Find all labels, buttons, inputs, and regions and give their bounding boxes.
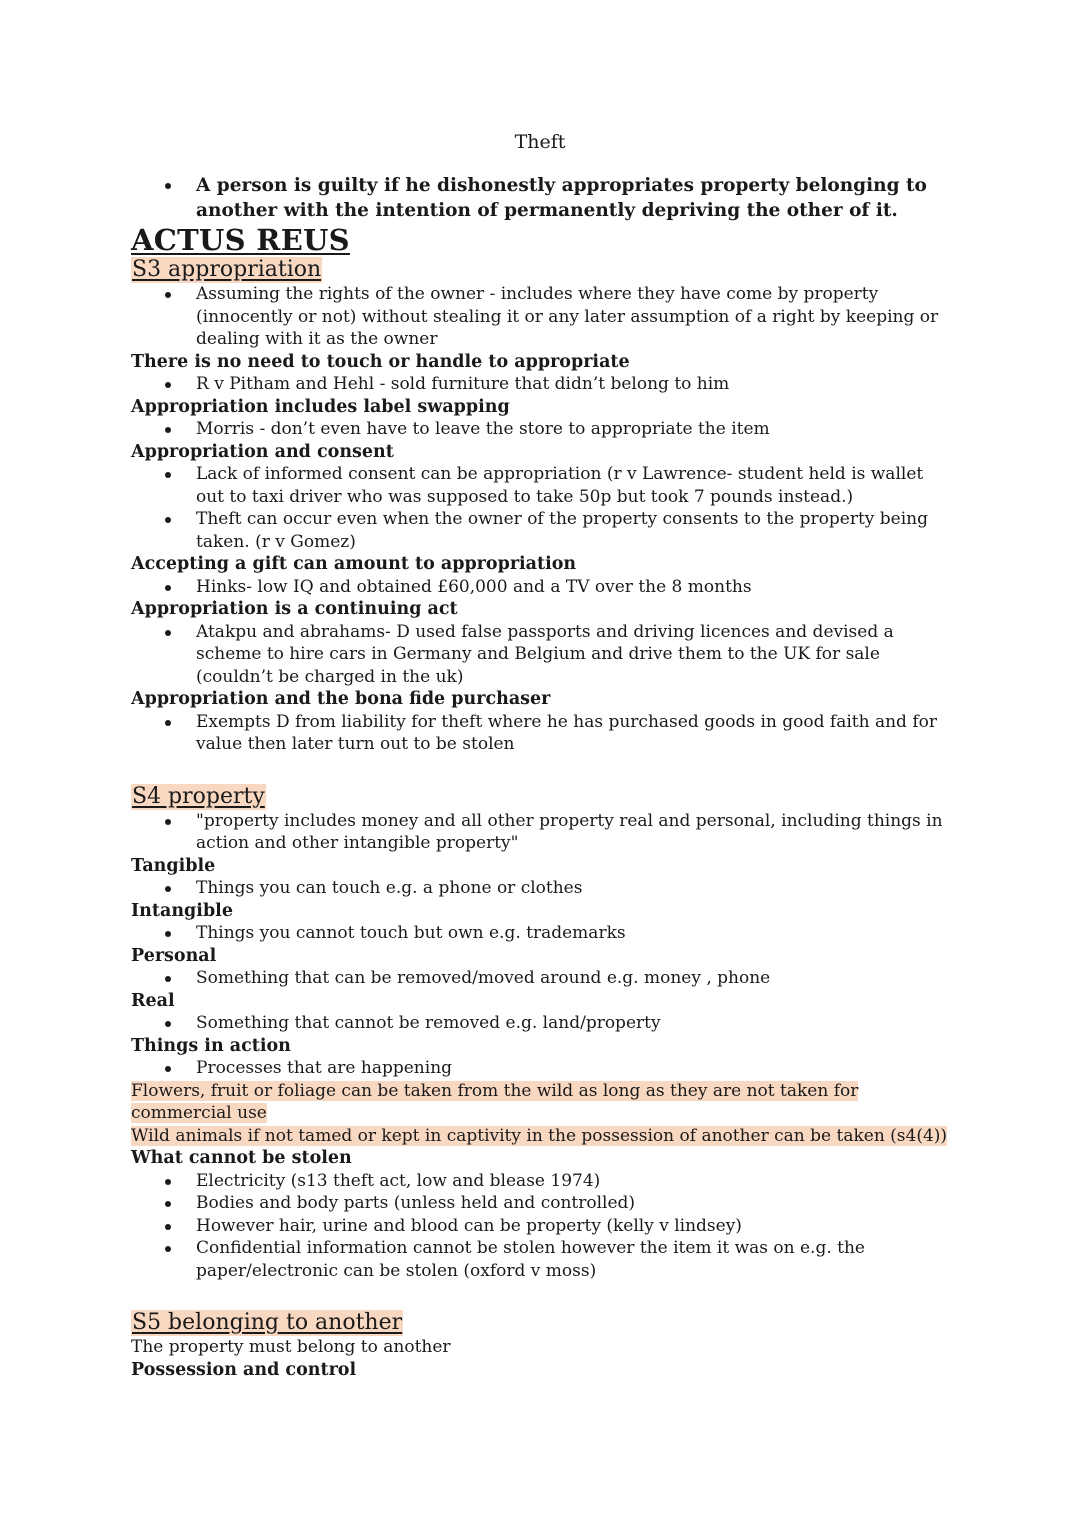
- s3-list-7: [131, 711, 951, 756]
- s3-list-6: [131, 621, 951, 689]
- s3-subheading-2: Appropriation includes label swapping: [131, 396, 510, 417]
- s3-list-4: [131, 463, 951, 553]
- document-title: Theft: [514, 131, 566, 153]
- s5-heading: S5 belonging to another: [132, 1310, 403, 1335]
- s3-subheading-5: Appropriation is a continuing act: [131, 599, 458, 619]
- s4-bullet-6: Processes that are happening: [131, 1057, 951, 1080]
- s3-heading: S3 appropriation: [132, 257, 322, 282]
- s4-bullet-2: Things you can touch e.g. a phone or clothes: [131, 877, 951, 900]
- s4-bullet-1: "property includes money and all other property real and personal, including things in action and other intangible property": [131, 810, 951, 855]
- definition-list: [131, 174, 951, 223]
- s3-bullet-4: Lack of informed consent can be appropriation (r v Lawrence- student held is wallet out to taxi driver who was supposed to take 50p but took 7 pounds instead.): [131, 463, 951, 508]
- s3-bullet-2: R v Pitham and Hehl - sold furniture that didn’t belong to him: [131, 373, 951, 396]
- s4-subheading-tangible: Tangible: [131, 855, 216, 876]
- s3-list-1: [131, 283, 951, 351]
- definition-text: A person is guilty if he dishonestly appropriates property belonging to another with the intention of permanently depriving the other of it.: [131, 174, 951, 223]
- s3-list-3: [131, 418, 951, 441]
- s4-heading: S4 property: [132, 783, 265, 809]
- s3-subheading-6: Appropriation and the bona fide purchaser: [131, 689, 551, 709]
- s3-bullet-8: Exempts D from liability for theft where he has purchased goods in good faith and for value then later turn out to be stolen: [131, 711, 951, 756]
- s4-list-3: [131, 922, 951, 945]
- s4-highlight-line-1: [131, 1080, 951, 1125]
- s4-bullet-9: However hair, urine and blood can be property (kelly v lindsey): [131, 1215, 951, 1238]
- s3-bullet-7: Atakpu and abrahams- D used false passports and driving licences and devised a scheme to hire cars in Germany and Belgium and drive them to the UK for sale (couldn’t be charged in the uk): [131, 621, 951, 689]
- s3-bullet-6: Hinks- low IQ and obtained £60,000 and a TV over the 8 months: [131, 576, 951, 599]
- actus-reus-heading: ACTUS REUS: [131, 223, 350, 257]
- section-spacer: [131, 1282, 951, 1310]
- s4-subheading-things-in-action: Things in action: [131, 1035, 291, 1056]
- s4-highlight-text-1: Flowers, fruit or foliage can be taken from the wild as long as they are not taken for commercial use: [131, 1080, 859, 1123]
- s5-paragraph: The property must belong to another: [131, 1337, 451, 1357]
- s4-highlight-text-2: Wild animals if not tamed or kept in captivity in the possession of another can be taken (s4(4)): [131, 1125, 948, 1146]
- s4-bullet-10: Confidential information cannot be stolen however the item it was on e.g. the paper/electronic can be stolen (oxford v moss): [131, 1237, 951, 1282]
- s4-bullet-8: Bodies and body parts (unless held and controlled): [131, 1192, 951, 1215]
- s4-list-6: [131, 1057, 951, 1080]
- s4-bullet-5: Something that cannot be removed e.g. land/property: [131, 1012, 951, 1035]
- s4-list-5: [131, 1012, 951, 1035]
- s4-subheading-cannot-be-stolen: What cannot be stolen: [131, 1148, 352, 1168]
- s4-list-7: [131, 1170, 951, 1283]
- s3-bullet-1: Assuming the rights of the owner - includes where they have come by property (innocently or not) without stealing it or any later assumption of a right by keeping or dealing with it as the owner: [131, 283, 951, 351]
- s4-bullet-4: Something that can be removed/moved around e.g. money , phone: [131, 967, 951, 990]
- s4-bullet-3: Things you cannot touch but own e.g. trademarks: [131, 922, 951, 945]
- s4-bullet-7: Electricity (s13 theft act, low and blease 1974): [131, 1170, 951, 1193]
- s4-subheading-intangible: Intangible: [131, 900, 233, 921]
- s5-section: [131, 1310, 951, 1381]
- s3-list-2: [131, 373, 951, 396]
- s5-subheading-possession: Possession and control: [131, 1359, 357, 1380]
- s3-section: [131, 257, 951, 756]
- s3-subheading-4: Accepting a gift can amount to appropriation: [131, 554, 577, 574]
- s4-highlight-line-2: [131, 1125, 951, 1148]
- s3-bullet-3: Morris - don’t even have to leave the store to appropriate the item: [131, 418, 951, 441]
- s4-subheading-real: Real: [131, 990, 175, 1011]
- s3-bullet-5: Theft can occur even when the owner of the property consents to the property being taken. (r v Gomez): [131, 508, 951, 553]
- s4-section: [131, 784, 951, 1283]
- s4-list-4: [131, 967, 951, 990]
- document-body: [131, 174, 951, 1381]
- s4-list-2: [131, 877, 951, 900]
- section-spacer: [131, 756, 951, 784]
- s3-subheading-1: There is no need to touch or handle to appropriate: [131, 351, 630, 372]
- s3-subheading-3: Appropriation and consent: [131, 441, 394, 462]
- s4-list-1: [131, 810, 951, 855]
- s4-subheading-personal: Personal: [131, 945, 217, 966]
- s3-list-5: [131, 576, 951, 599]
